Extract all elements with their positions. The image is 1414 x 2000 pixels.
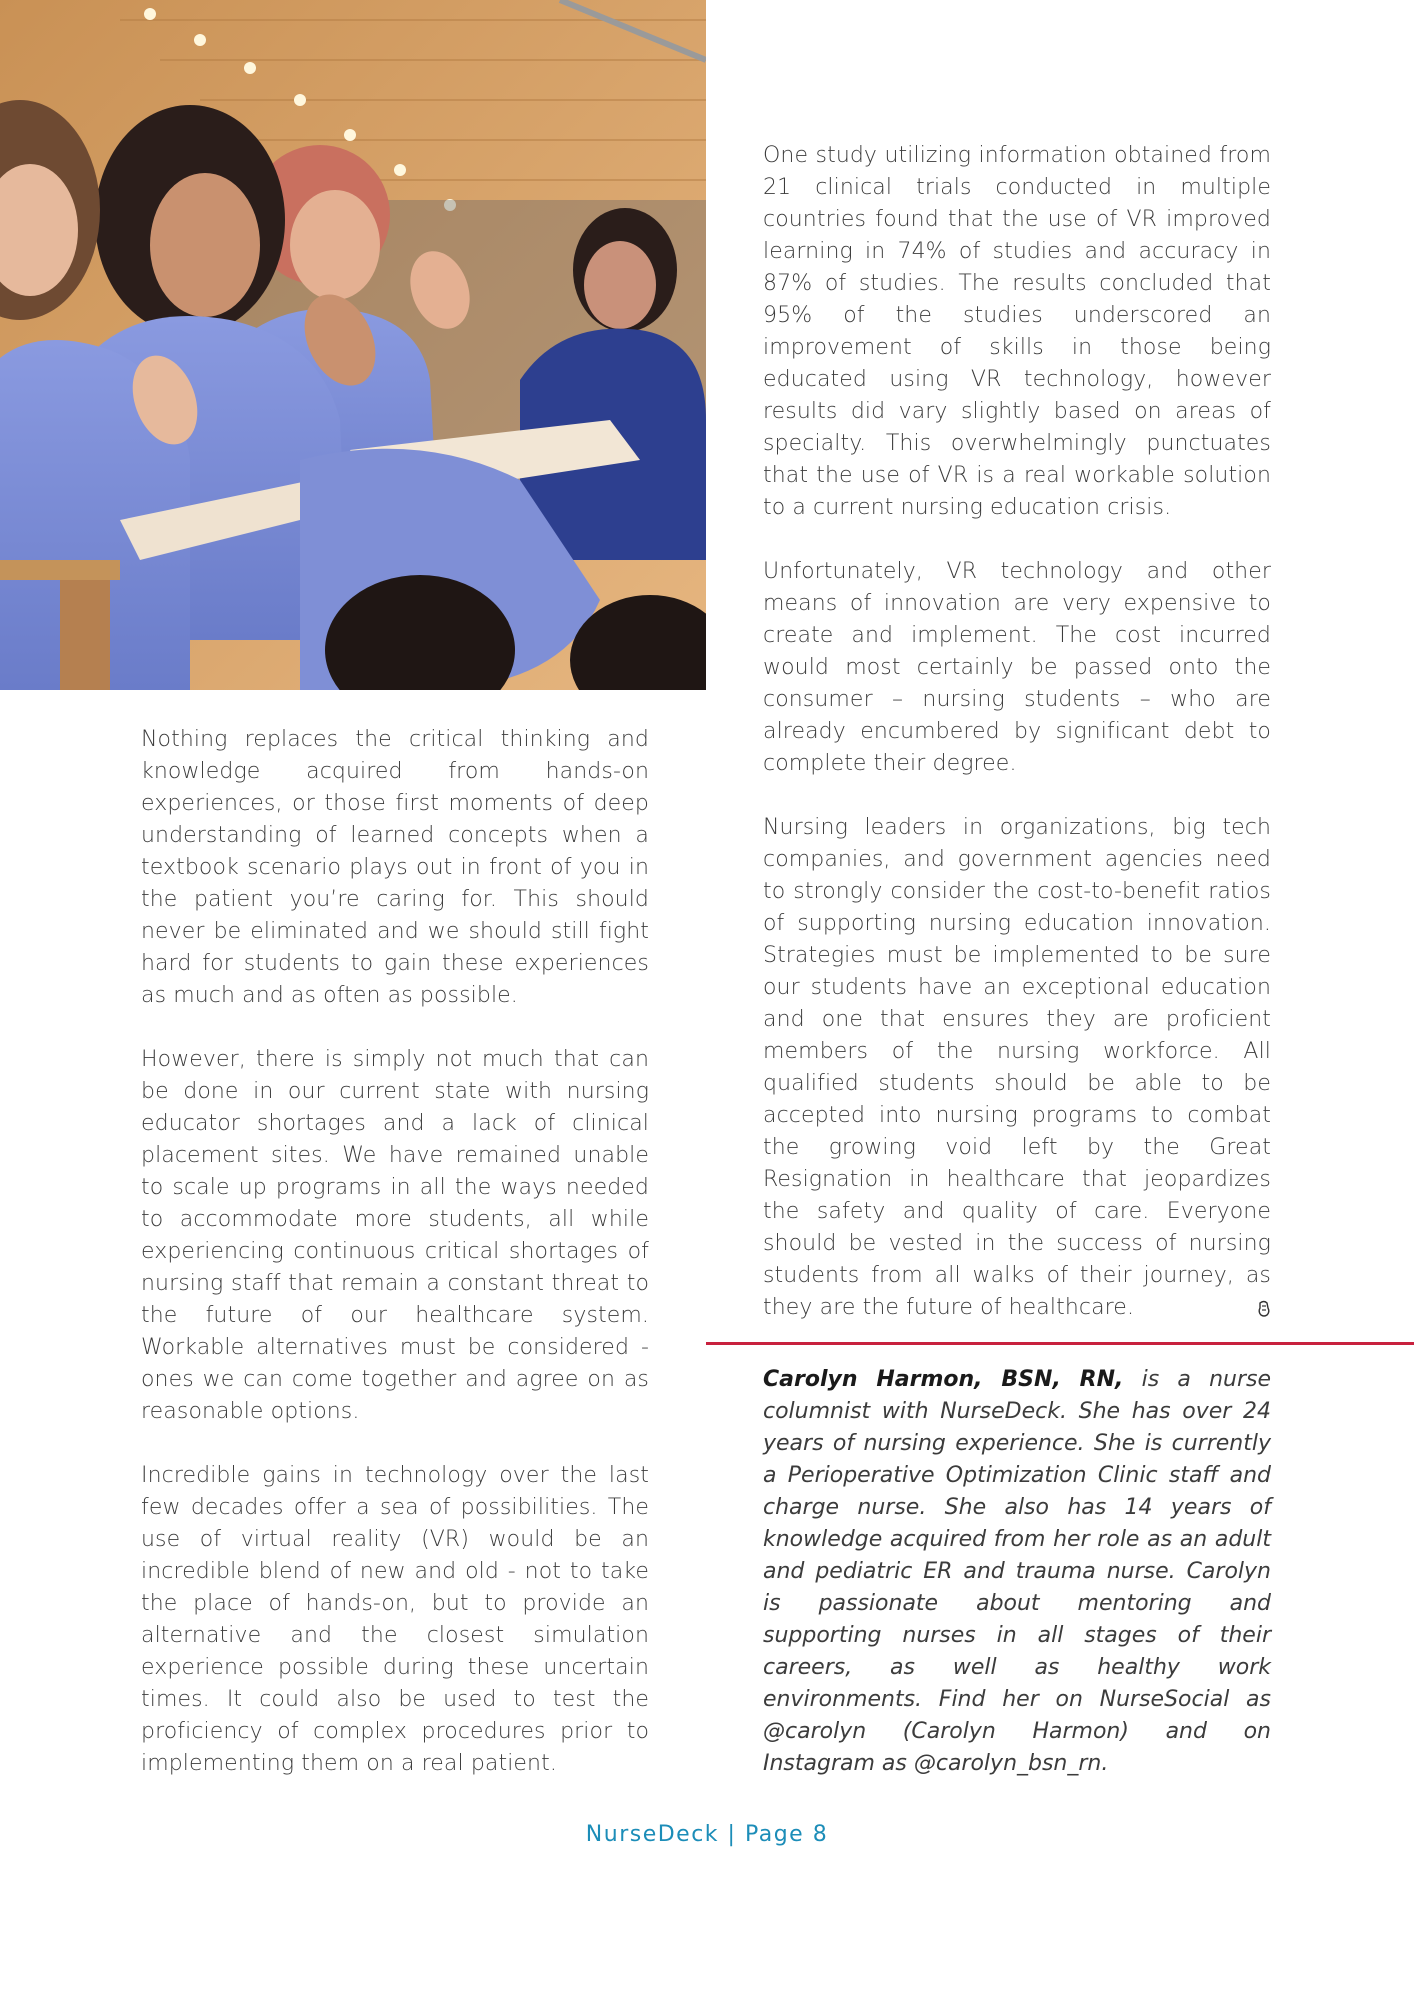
right-paragraph-3 bbox=[763, 812, 1271, 1324]
right-paragraph-3-text: Nursing leaders in organizations, big tech companies, and government agencies need to strongly consider the cost-to-benefit ratios of supporting nursing education innovation. Strategies must be implemented to be sure our students have an exceptional education and one that ensures they are proficient members of the nursing workforce. All qualified students should be able to be accepted into nursing programs to combat the growing void left by the Great Resignation in healthcare that jeopardizes the safety and quality of care. Everyone should be vested in the success of nursing students from all walks of their journey, as they are the future of healthcare. bbox=[763, 815, 1271, 1320]
left-paragraph-2: However, there is simply not much that can be done in our current state with nursing educator shortages and a lack of clinical placement sites. We have remained unable to scale up programs in all the ways needed to accommodate more students, all while experiencing continuous critical shortages of nursing staff that remain a constant threat to the future of our healthcare system. Workable alternatives must be considered - ones we can come together and agree on as reasonable options. bbox=[141, 1047, 649, 1424]
author-bio bbox=[763, 1364, 1271, 1780]
author-name: Carolyn Harmon, BSN, RN, bbox=[763, 1367, 1124, 1392]
left-paragraph-1: Nothing replaces the critical thinking and knowledge acquired from hands-on experiences, or those first moments of deep understanding of learned concepts when a textbook scenario plays out in front of you in the patient you’re caring for. This should never be eliminated and we should still fight hard for students to gain these experiences as much and as often as possible. bbox=[141, 727, 649, 1008]
left-paragraph-3: Incredible gains in technology over the last few decades offer a sea of possibilities. The use of virtual reality (VR) would be an incredible blend of new and old - not to take the place of hands-on, but to provide an alternative and the closest simulation experience possible during these uncertain times. It could also be used to test the proficiency of complex procedures prior to implementing them on a real patient. bbox=[141, 1463, 649, 1776]
right-paragraph-1: One study utilizing information obtained from 21 clinical trials conducted in multiple countries found that the use of VR improved learning in 74% of studies and accuracy in 87% of studies. The results concluded that 95% of the studies underscored an improvement of skills in those being educated using VR technology, however results did vary slightly based on areas of specialty. This overwhelmingly punctuates that the use of VR is a real workable solution to a current nursing education crisis. bbox=[763, 143, 1271, 520]
right-paragraph-2: Unfortunately, VR technology and other means of innovation are very expensive to create and implement. The cost incurred would most certainly be passed onto the consumer – nursing students – who are already encumbered by significant debt to complete their degree. bbox=[763, 559, 1271, 776]
classroom-photo-icon bbox=[0, 0, 706, 690]
end-of-article-icon bbox=[1257, 1296, 1271, 1328]
section-divider bbox=[706, 1342, 1414, 1345]
left-column bbox=[141, 724, 649, 1812]
page-footer: NurseDeck | Page 8 bbox=[585, 1822, 829, 1847]
author-bio-text: is a nurse columnist with NurseDeck. She has over 24 years of nursing experience. She is currently a Perioperative Optimization Clinic staff and charge nurse. She also has 14 years of knowledge acquired from her role as an adult and pediatric ER and trauma nurse. Carolyn is passionate about mentoring and supporting nurses in all stages of their careers, as well as healthy work environments. Find her on NurseSocial as @carolyn (Carolyn Harmon) and on Instagram as @carolyn_bsn_rn. bbox=[763, 1367, 1272, 1776]
classroom-photo bbox=[0, 0, 706, 690]
right-column bbox=[763, 140, 1271, 1356]
